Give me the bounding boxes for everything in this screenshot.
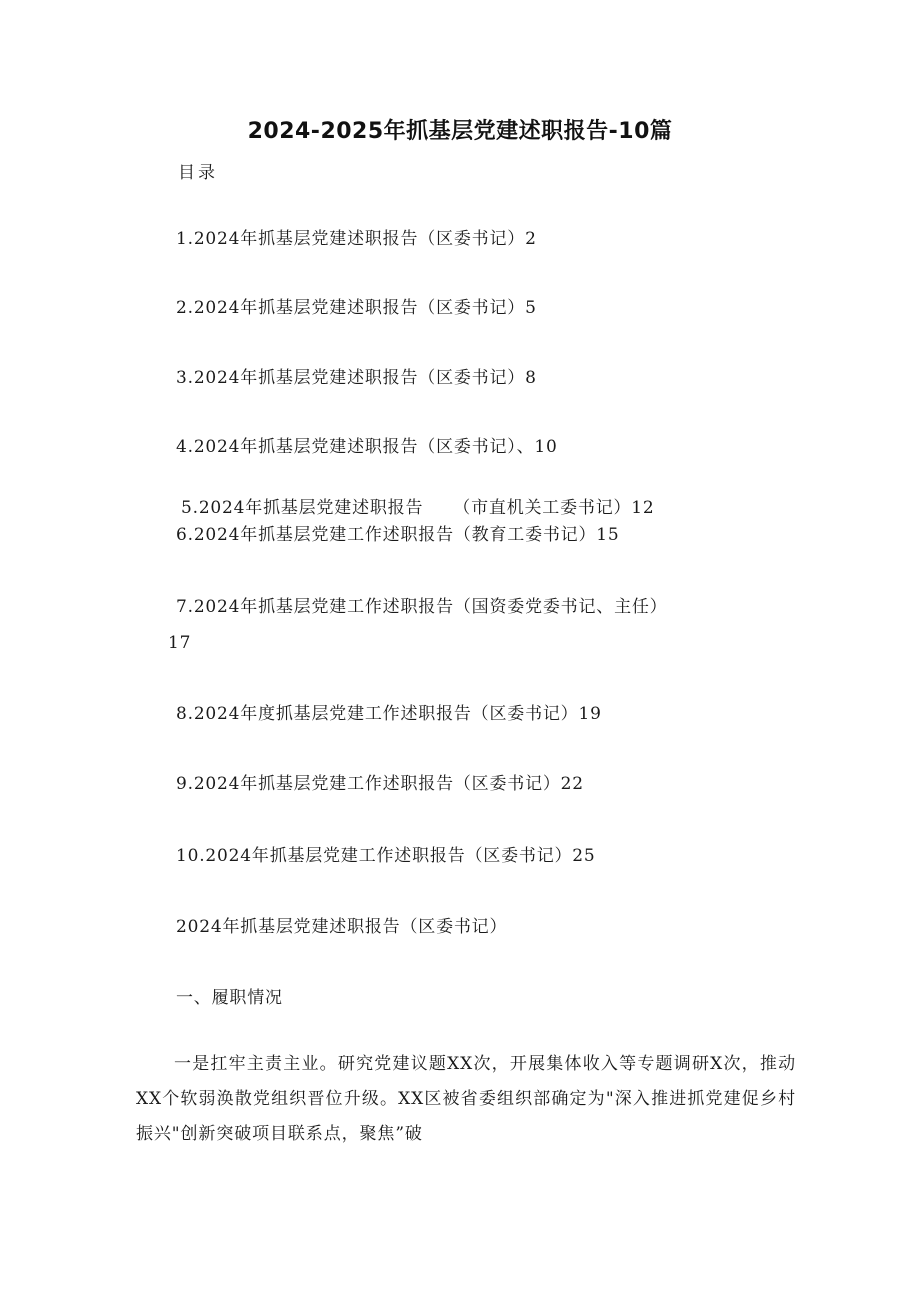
toc-entry-10[interactable]: 10.2024年抓基层党建工作述职报告（区委书记）25 <box>176 846 596 866</box>
toc-entry-5-title: 5.2024年抓基层党建述职报告 <box>181 498 424 518</box>
toc-entry-4[interactable]: 4.2024年抓基层党建述职报告（区委书记）、10 <box>176 437 558 457</box>
toc-entry-2[interactable]: 2.2024年抓基层党建述职报告（区委书记）5 <box>176 298 537 318</box>
body-paragraph: 一是扛牢主责主业。研究党建议题XX次，开展集体收入等专题调研X次，推动XX个软弱涣散党组织晋位升级。XX区被省委组织部确定为"深入推进抓党建促乡村振兴"创新突破项目联系点，聚焦”破 <box>136 1054 796 1144</box>
toc-entry-7-page[interactable]: 17 <box>168 633 192 653</box>
section-title: 2024年抓基层党建述职报告（区委书记） <box>176 917 508 937</box>
toc-entry-6[interactable]: 6.2024年抓基层党建工作述职报告（教育工委书记）15 <box>176 525 620 545</box>
section-subheading: 一、履职情况 <box>176 988 283 1008</box>
toc-entry-9[interactable]: 9.2024年抓基层党建工作述职报告（区委书记）22 <box>176 774 584 794</box>
toc-entry-8[interactable]: 8.2024年度抓基层党建工作述职报告（区委书记）19 <box>176 704 602 724</box>
toc-entry-1[interactable]: 1.2024年抓基层党建述职报告（区委书记）2 <box>176 229 537 249</box>
toc-entry-3[interactable]: 3.2024年抓基层党建述职报告（区委书记）8 <box>176 368 537 388</box>
toc-entry-5[interactable] <box>181 497 655 519</box>
toc-entry-7[interactable]: 7.2024年抓基层党建工作述职报告（国资委党委书记、主任） <box>176 597 668 617</box>
toc-entry-5-detail: （市直机关工委书记）12 <box>453 498 655 518</box>
document-title: 2024-2025年抓基层党建述职报告-10篇 <box>247 119 673 144</box>
toc-heading: 目录 <box>178 163 218 183</box>
